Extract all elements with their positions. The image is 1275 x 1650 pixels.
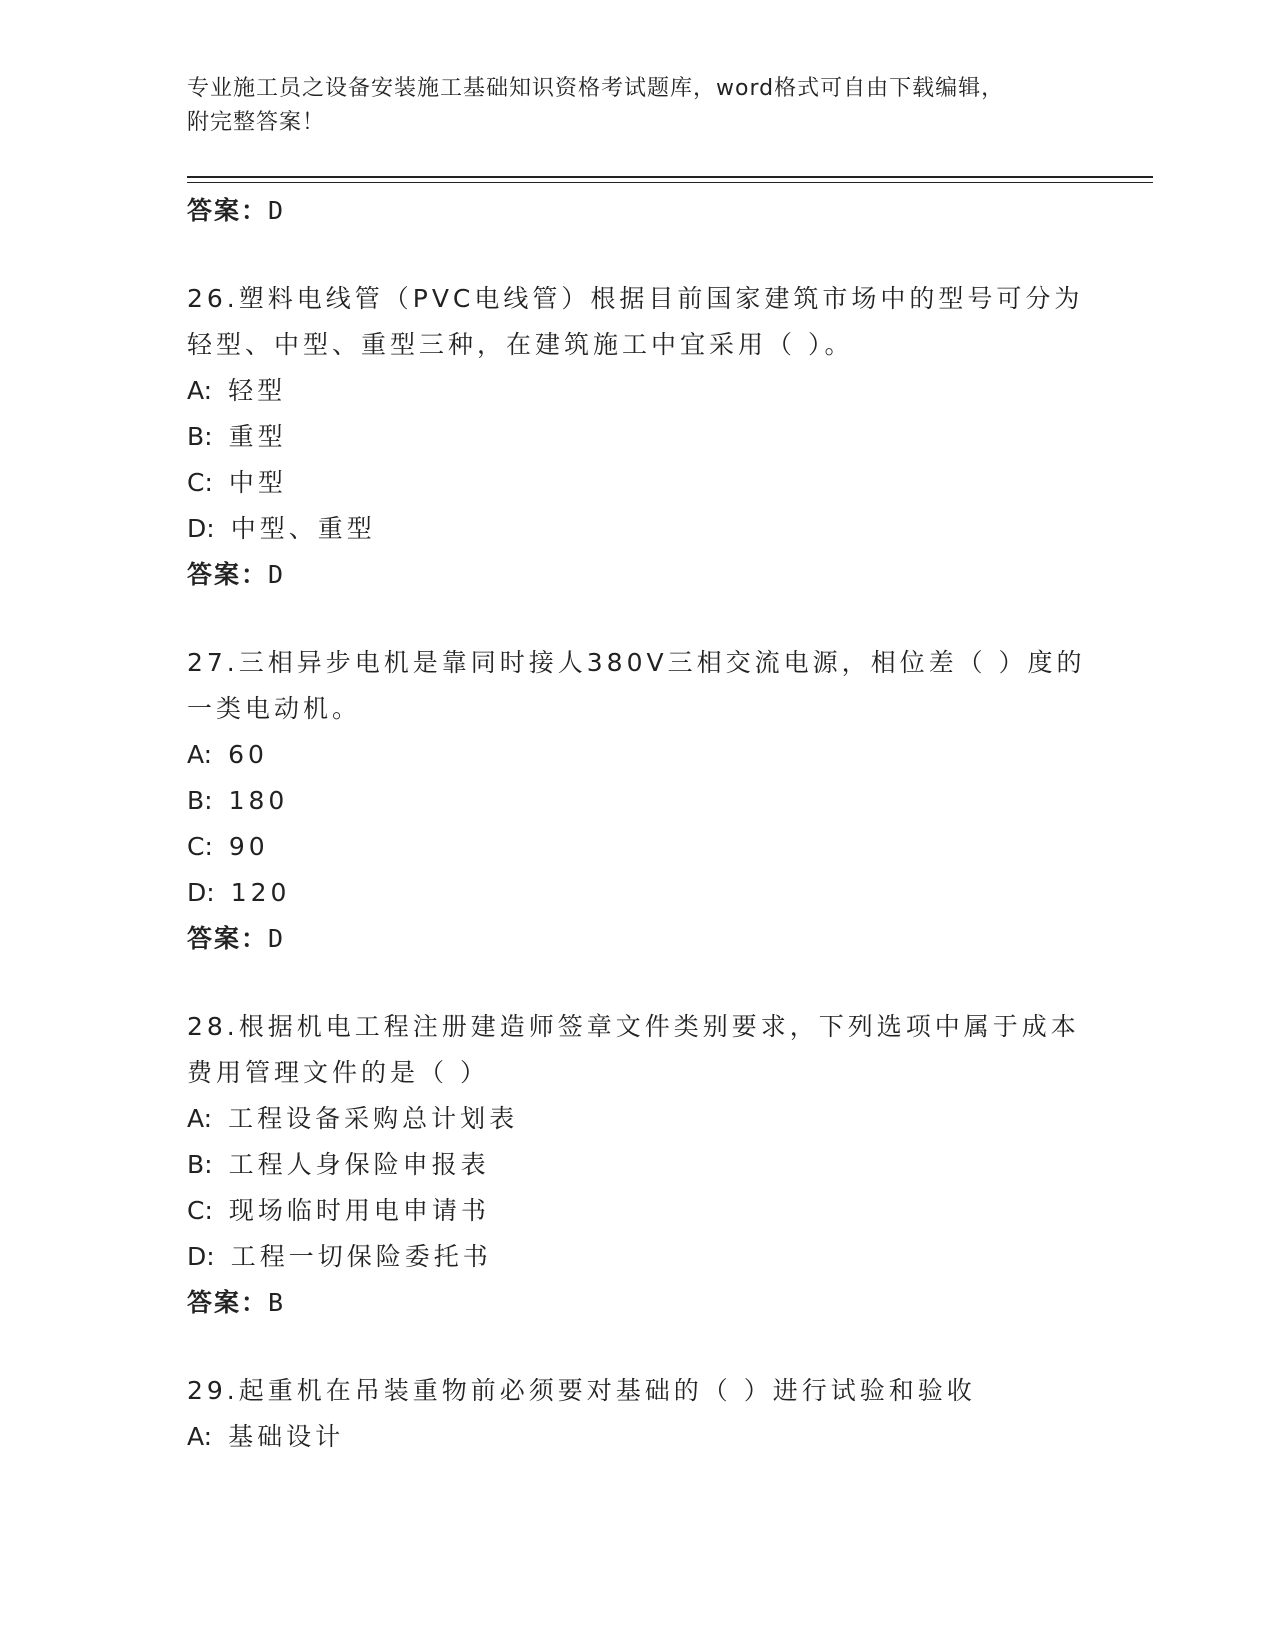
header-line-1: 专业施工员之设备安装施工基础知识资格考试题库，word格式可自由下载编辑， (187, 76, 1005, 101)
question-stem-line: 29.起重机在吊装重物前必须要对基础的（ ）进行试验和验收 (187, 1376, 976, 1405)
question-stem-line: 轻型、中型、重型三种，在建筑施工中宜采用（ ）。 (187, 330, 854, 359)
question-stem-line: 一类电动机。 (187, 694, 362, 723)
answer-value: D (268, 196, 286, 225)
question-stem-line: 26.塑料电线管（PVC电线管）根据目前国家建筑市场中的型号可分为 (187, 284, 1084, 313)
question-stem-line: 28.根据机电工程注册建造师签章文件类别要求，下列选项中属于成本 (187, 1012, 1080, 1041)
answer-line: 答案：D (187, 560, 286, 589)
answer-label: 答案： (187, 196, 269, 225)
option-a: A: 轻型 (187, 376, 287, 405)
option-c: C: 中型 (187, 468, 287, 497)
option-d: D: 工程一切保险委托书 (187, 1242, 492, 1271)
question-item (187, 640, 1153, 962)
question-item (187, 1004, 1153, 1326)
header-divider (187, 176, 1153, 178)
option-a: A: 60 (187, 740, 268, 769)
option-b: B: 工程人身保险申报表 (187, 1150, 490, 1179)
option-d: D: 中型、重型 (187, 514, 376, 543)
question-stem-line: 费用管理文件的是（ ） (187, 1058, 489, 1087)
option-c: C: 90 (187, 832, 269, 861)
option-c: C: 现场临时用电申请书 (187, 1196, 490, 1225)
question-list (187, 188, 1153, 1460)
question-item (187, 1368, 1153, 1460)
answer-line (187, 188, 1153, 234)
option-a: A: 基础设计 (187, 1422, 345, 1451)
question-stem-line: 27.三相异步电机是靠同时接人380V三相交流电源，相位差（ ）度的 (187, 648, 1086, 677)
answer-line: 答案：B (187, 1288, 286, 1317)
option-b: B: 重型 (187, 422, 287, 451)
option-b: B: 180 (187, 786, 289, 815)
document-header (187, 72, 1067, 140)
answer-line: 答案：D (187, 924, 286, 953)
question-item (187, 276, 1153, 598)
option-d: D: 120 (187, 878, 291, 907)
header-line-2: 附完整答案！ (187, 110, 326, 135)
header-divider-thin (187, 182, 1153, 183)
option-a: A: 工程设备采购总计划表 (187, 1104, 519, 1133)
